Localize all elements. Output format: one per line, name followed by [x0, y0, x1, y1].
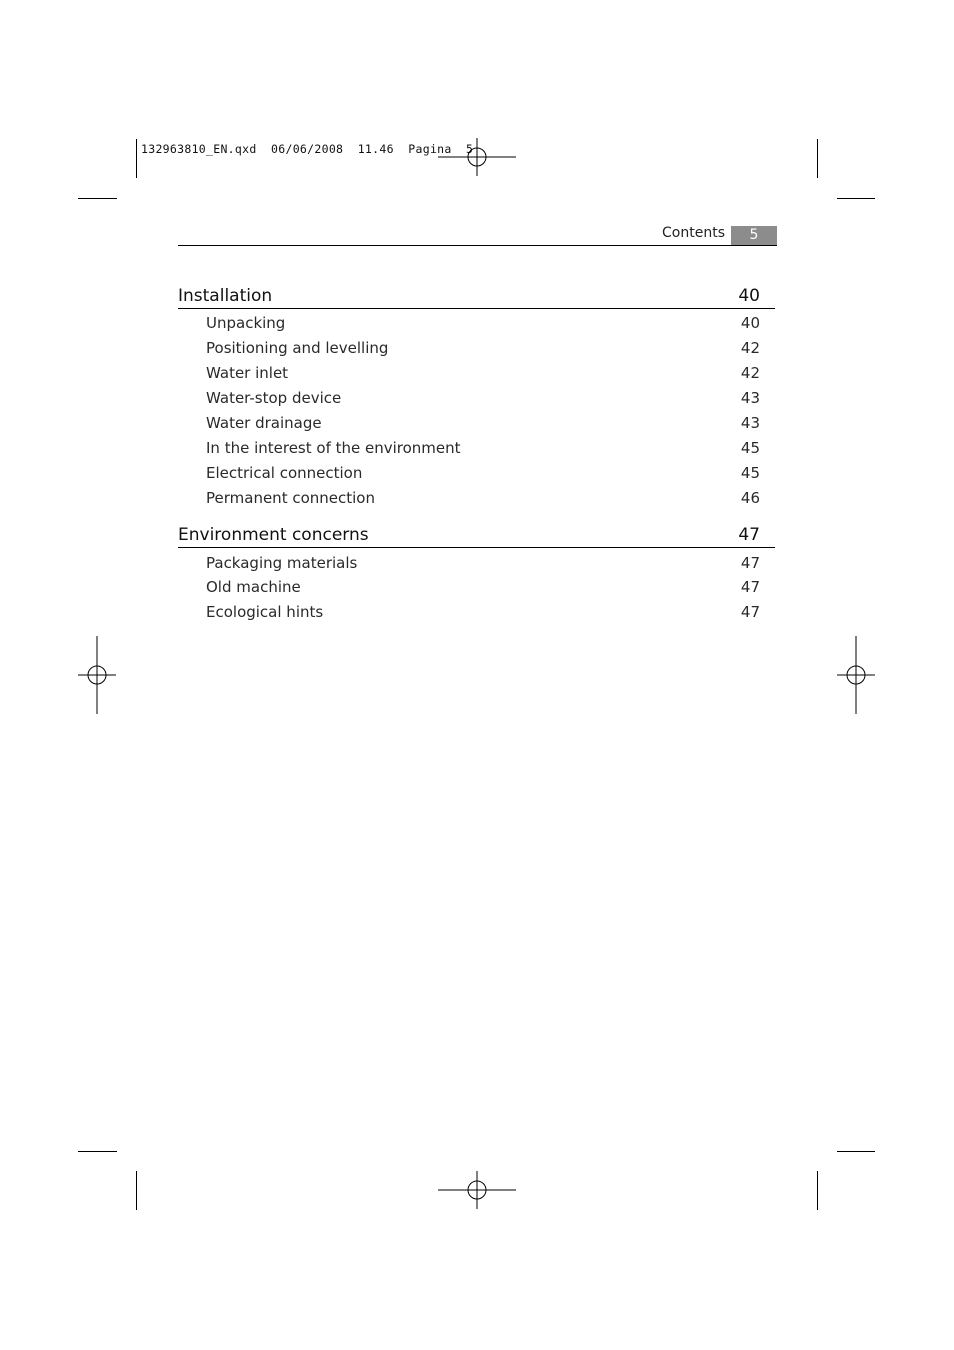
toc-entry-label: Ecological hints — [206, 603, 324, 622]
registration-mark-bottom-icon — [438, 1151, 516, 1229]
toc-entry-label: Water-stop device — [206, 389, 342, 408]
toc-entry[interactable] — [178, 485, 775, 510]
registration-mark-left-icon — [58, 636, 136, 714]
toc-entry-label: Water inlet — [206, 364, 289, 383]
toc-section-heading[interactable] — [178, 525, 775, 548]
header-page-number: 5 — [731, 226, 777, 245]
registration-mark-right-icon — [817, 636, 895, 714]
toc-entry-page: 47 — [740, 603, 760, 622]
toc-entry[interactable] — [178, 386, 775, 411]
table-of-contents — [178, 286, 775, 640]
toc-entry-list — [178, 309, 775, 510]
toc-entry-page: 45 — [740, 438, 760, 457]
toc-entry-page: 47 — [740, 578, 760, 597]
toc-entry-page: 45 — [740, 463, 760, 482]
header-rule — [178, 245, 777, 246]
toc-entry[interactable] — [178, 336, 775, 361]
toc-entry-label: Unpacking — [206, 314, 286, 333]
toc-section-page: 40 — [738, 286, 760, 306]
toc-section-title: Installation — [178, 286, 273, 306]
toc-entry[interactable] — [178, 600, 775, 625]
toc-entry[interactable] — [178, 460, 775, 485]
toc-section-title: Environment concerns — [178, 525, 369, 546]
toc-entry[interactable] — [178, 575, 775, 600]
toc-entry-page: 43 — [740, 389, 760, 408]
toc-entry-label: Packaging materials — [206, 553, 358, 572]
toc-entry-page: 42 — [740, 364, 760, 383]
toc-entry-label: In the interest of the environment — [206, 438, 461, 457]
toc-entry-page: 46 — [740, 488, 760, 507]
toc-entry[interactable] — [178, 361, 775, 386]
toc-section — [178, 525, 775, 625]
toc-section-heading[interactable] — [178, 286, 775, 309]
toc-entry[interactable] — [178, 411, 775, 436]
registration-mark-top-icon — [438, 118, 516, 196]
toc-section-page: 47 — [738, 525, 760, 546]
toc-entry-label: Permanent connection — [206, 488, 375, 507]
toc-entry-label: Water drainage — [206, 414, 322, 432]
toc-entry-label: Positioning and levelling — [206, 339, 389, 358]
toc-entry-list — [178, 548, 775, 625]
toc-entry-page: 43 — [740, 414, 760, 432]
toc-entry[interactable] — [178, 435, 775, 460]
toc-entry-label: Electrical connection — [206, 463, 363, 482]
toc-entry-page: 40 — [740, 314, 760, 333]
toc-entry-page: 42 — [740, 339, 760, 358]
header-label: Contents — [662, 225, 725, 241]
toc-entry[interactable] — [178, 311, 775, 336]
print-slug: 132963810_EN.qxd 06/06/2008 11.46 Pagina 5 — [141, 142, 474, 156]
toc-section — [178, 286, 775, 510]
toc-entry[interactable] — [178, 550, 775, 575]
toc-entry-page: 47 — [740, 553, 760, 572]
toc-entry-label: Old machine — [206, 578, 301, 597]
